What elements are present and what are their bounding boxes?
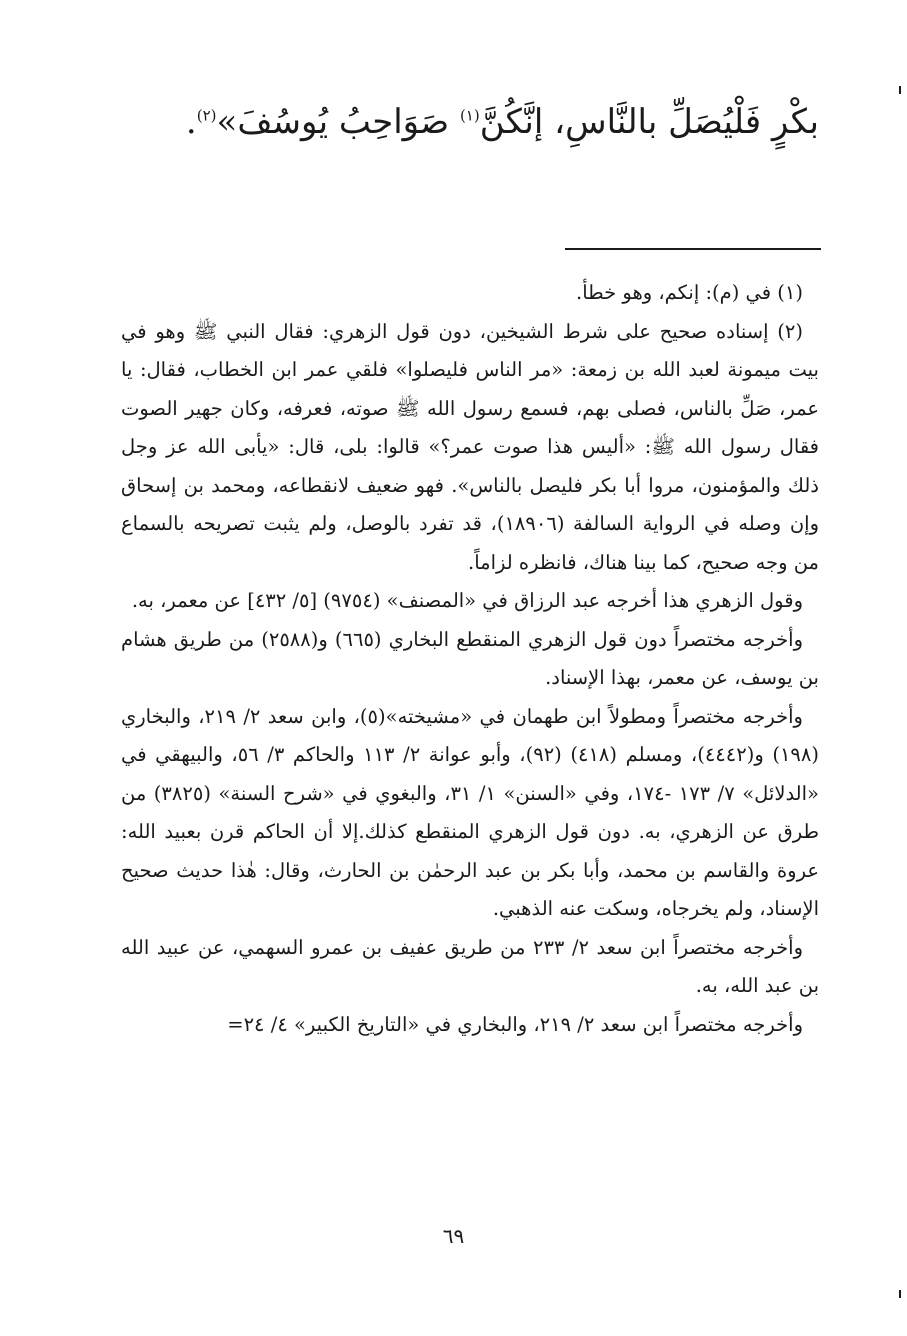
- footnote-paragraph: وأخرجه مختصراً ومطولاً ابن طهمان في «مشيخته»(٥)، وابن سعد ٢/ ٢١٩، والبخاري (١٩٨) و(٤٤٤٢)، ومسلم (٤١٨) (٩٢)، وأبو عوانة ٢/ ١١٣ والحاكم ٣/ ٥٦، والبيهقي في «الدلائل» ٧/ ١٧٣ -١٧٤، وفي «السنن» ١/ ٣١، والبغوي في «شرح السنة» (٣٨٢٥) من طرق عن الزهري، به. دون قول الزهري المنقطع كذلك.إلا أن الحاكم قرن بعبيد الله: عروة والقاسم بن محمد، وأبا بكر بن عبد الرحمٰن بن الحارث، وقال: هٰذا حديث صحيح الإسناد، ولم يخرجاه، وسكت عنه الذهبي.: [121, 704, 819, 920]
- footnote-1: (١) في (م): إنكم، وهو خطأ.: [576, 281, 803, 304]
- hadith-text-end: .: [185, 102, 197, 142]
- footnote-paragraph: وأخرجه مختصراً ابن سعد ٢/ ٢٣٣ من طريق عفيف بن عمرو السهمي، عن عبيد الله بن عبد الله، به.: [121, 935, 819, 997]
- hadith-text-part-1: بكْرٍ فَلْيُصَلِّ بالنَّاسِ، إنَّكُنَّ: [479, 102, 819, 142]
- hadith-text-line: [59, 92, 819, 152]
- scan-edge-mark: [899, 86, 901, 94]
- footnote-paragraph: وقول الزهري هذا أخرجه عبد الرزاق في «المصنف» (٩٧٥٤) [٥/ ٤٣٢] عن معمر، به.: [131, 589, 803, 612]
- footnote-separator: [565, 248, 821, 250]
- footnote-2: (٢) إسناده صحيح على شرط الشيخين، دون قول الزهري: فقال النبي ﷺ وهو في بيت ميمونة لعبد الله بن زمعة: «مر الناس فليصلوا» فلقي عمر ابن الخطاب، فقال: يا عمر، صَلِّ بالناس، فصلى بهم، فسمع رسول الله ﷺ صوته، فعرفه، وكان جهير الصوت فقال رسول الله ﷺ: «أليس هذا صوت عمر؟» قالوا: بلى، قال: «يأبى الله عز وجل ذلك والمؤمنون، مروا أبا بكر فليصل بالناس». فهو ضعيف لانقطاعه، ومحمد بن إسحاق وإن وصله في الرواية السالفة (١٨٩٠٦)، قد تفرد بالوصل، ولم يثبت تصريحه بالسماع من وجه صحيح، كما بينا هناك، فانظره لزاماً.: [121, 319, 819, 574]
- page-number: ٦٩: [442, 1224, 465, 1248]
- footnote-ref-1: (١): [459, 106, 480, 125]
- scan-edge-mark: [899, 1290, 901, 1298]
- hadith-text-part-2: صَوَاحِبُ يُوسُفَ»: [216, 102, 460, 142]
- footnotes-block: [121, 274, 819, 1044]
- footnote-paragraph: وأخرجه مختصراً دون قول الزهري المنقطع البخاري (٦٦٥) و(٢٥٨٨) من طريق هشام بن يوسف، عن معمر، بهذا الإسناد.: [121, 627, 819, 689]
- footnote-ref-2: (٢): [196, 106, 217, 125]
- footnote-paragraph: وأخرجه مختصراً ابن سعد ٢/ ٢١٩، والبخاري في «التاريخ الكبير» ٤/ ٢٤=: [227, 1012, 803, 1036]
